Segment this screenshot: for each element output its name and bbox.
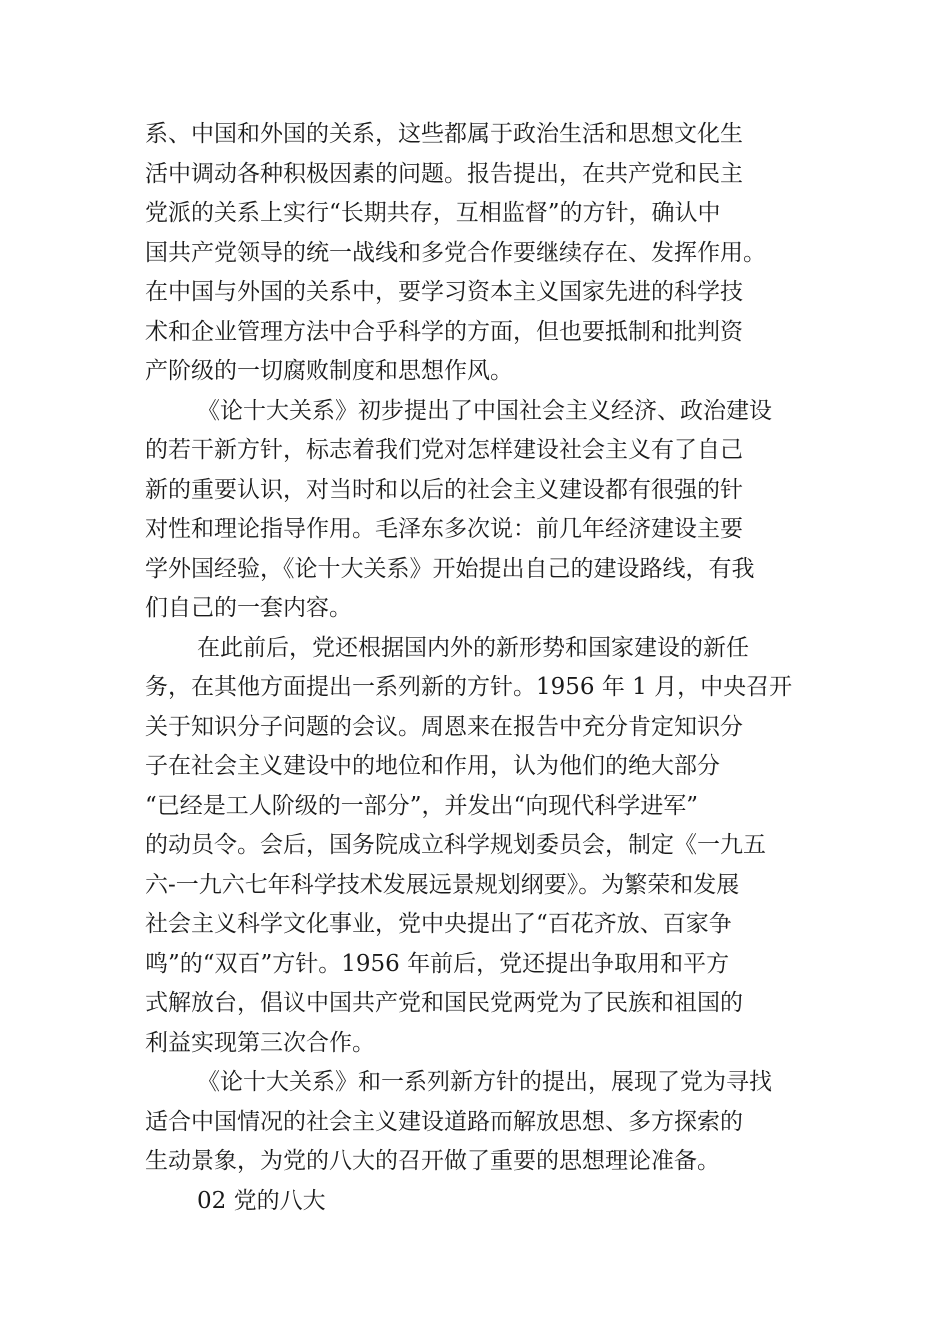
text-line: 产阶级的一切腐败制度和思想作风。 (145, 358, 513, 384)
text-line: 社会主义科学文化事业，党中央提出了“百花齐放、百家争 (145, 911, 732, 937)
text-line: “已经是工人阶级的一部分”，并发出“向现代科学进军” (145, 792, 699, 819)
text-line: 系、中国和外国的关系，这些都属于政治生活和思想文化生 (145, 121, 743, 147)
text-line: 适合中国情况的社会主义建设道路而解放思想、多方探索的 (145, 1108, 743, 1135)
text-line: 六-一九六七年科学技术发展远景规划纲要》。为繁荣和发展 (145, 871, 740, 898)
text-line: 生动景象，为党的八大的召开做了重要的思想理论准备。 (145, 1148, 720, 1174)
text-line: 活中调动各种积极因素的问题。报告提出，在共产党和民主 (145, 160, 743, 187)
text-line: 学外国经验，《论十大关系》开始提出自己的建设路线，有我 (145, 555, 755, 582)
text-line: 术和企业管理方法中合乎科学的方面，但也要抵制和批判资 (145, 318, 743, 345)
text-line: 式解放台，倡议中国共产党和国民党两党为了民族和祖国的 (145, 990, 743, 1016)
section-heading: 02 党的八大 (197, 1187, 326, 1214)
text-line: 务，在其他方面提出一系列新的方针。1956 年 1 月，中央召开 (145, 674, 793, 700)
text-line: 子在社会主义建设中的地位和作用，认为他们的绝大部分 (145, 753, 720, 779)
text-line: 的动员令。会后，国务院成立科学规划委员会，制定《一九五 (145, 832, 766, 858)
paragraph-first-line: 在此前后，党还根据国内外的新形势和国家建设的新任 (197, 634, 749, 661)
text-line: 对性和理论指导作用。毛泽东多次说：前几年经济建设主要 (145, 516, 743, 542)
text-line: 的若干新方针，标志着我们党对怎样建设社会主义有了自己 (145, 437, 743, 463)
document-body (145, 115, 815, 1221)
text-line: 们自己的一套内容。 (145, 595, 352, 621)
text-line: 在中国与外国的关系中，要学习资本主义国家先进的科学技 (145, 279, 743, 305)
paragraph-first-line: 《论十大关系》初步提出了中国社会主义经济、政治建设 (197, 397, 772, 424)
text-line: 关于知识分子问题的会议。周恩来在报告中充分肯定知识分 (145, 713, 743, 740)
text-line: 利益实现第三次合作。 (145, 1029, 375, 1056)
text-line: 鸣”的“双百”方针。1956 年前后，党还提出争取用和平方 (145, 950, 730, 977)
paragraph-first-line: 《论十大关系》和一系列新方针的提出，展现了党为寻找 (197, 1069, 772, 1095)
text-line: 新的重要认识，对当时和以后的社会主义建设都有很强的针 (145, 476, 743, 503)
text-line: 党派的关系上实行“长期共存，互相监督”的方针，确认中 (145, 200, 721, 226)
text-line: 国共产党领导的统一战线和多党合作要继续存在、发挥作用。 (145, 239, 766, 266)
